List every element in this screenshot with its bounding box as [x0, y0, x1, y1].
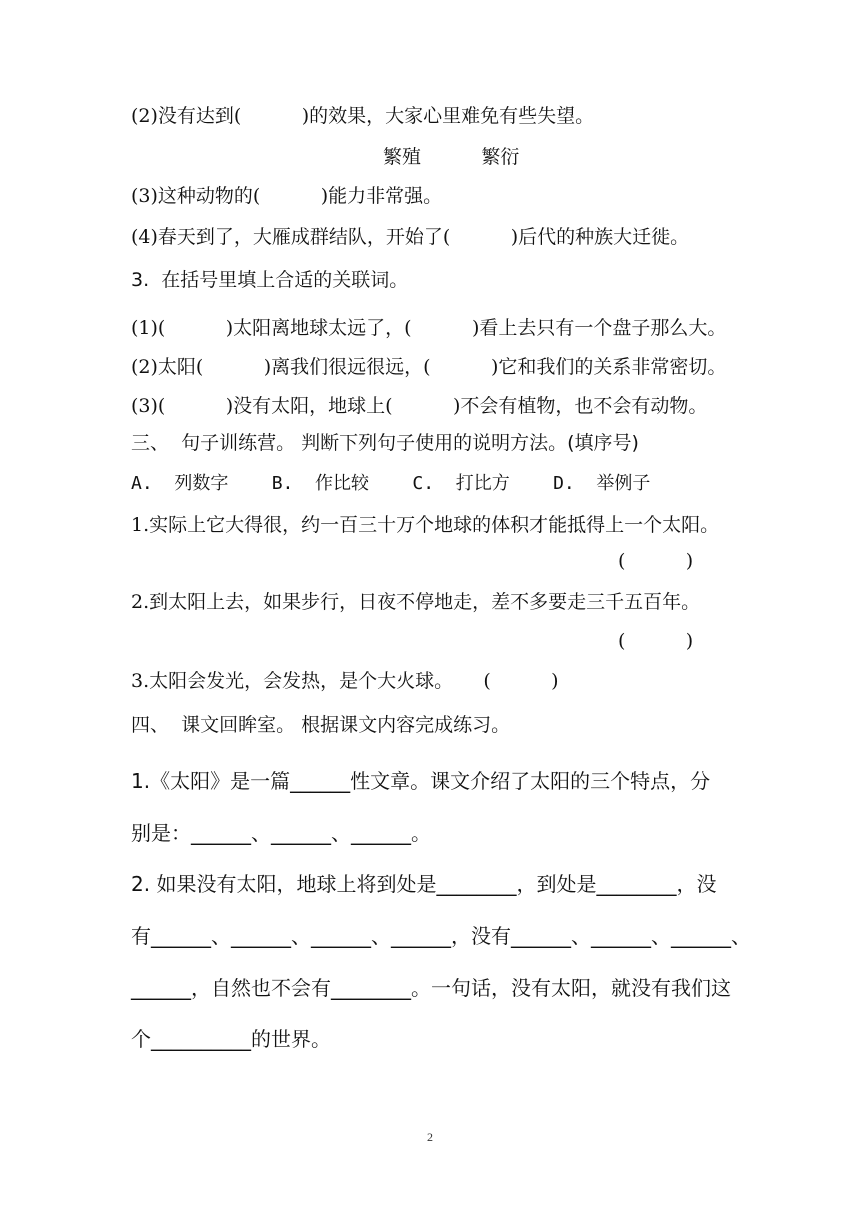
judge-answer-2: ( )	[618, 630, 694, 652]
review-2-line-1: 2. 如果没有太阳，地球上将到处是________，到处是________，没	[131, 872, 717, 896]
judge-sentence-3: 3.太阳会发光，会发热，是个大火球。 ( )	[131, 670, 559, 692]
question-3-heading: 3. 在括号里填上合适的关联词。	[131, 269, 409, 291]
fill-sentence-4: (4)春天到了，大雁成群结队，开始了( )后代的种族大迁徙。	[131, 226, 690, 248]
fill-sentence-2: (2)没有达到( )的效果，大家心里难免有些失望。	[131, 105, 595, 127]
fill-sentence-3: (3)这种动物的( )能力非常强。	[131, 185, 443, 207]
review-2-line-3: ______，自然也不会有________。一句话，没有太阳，就没有我们这	[131, 976, 731, 1000]
page-number: 2	[427, 1130, 433, 1144]
judge-sentence-1: 1.实际上它大得很，约一百三十万个地球的体积才能抵得上一个太阳。	[131, 514, 720, 536]
conjunction-sentence-1: (1)( )太阳离地球太远了，( )看上去只有一个盘子那么大。	[131, 317, 727, 339]
review-2-line-2: 有______、______、______、______，没有______、______、______、	[131, 924, 751, 948]
conjunction-sentence-3: (3)( )没有太阳，地球上( )不会有植物，也不会有动物。	[131, 395, 708, 417]
section-3-heading: 三、 句子训练营。 判断下列句子使用的说明方法。(填序号)	[131, 432, 639, 454]
section-4-heading: 四、 课文回眸室。 根据课文内容完成练习。	[131, 714, 511, 736]
conjunction-sentence-2: (2)太阳( )离我们很远很远，( )它和我们的关系非常密切。	[131, 356, 727, 378]
method-options: A. 列数字 B. 作比较 C. 打比方 D. 举例子	[131, 473, 651, 494]
review-2-line-4: 个__________的世界。	[131, 1027, 331, 1051]
review-1-line-2: 别是：______、______、______。	[131, 821, 431, 845]
word-choices: 繁殖 繁衍	[383, 146, 520, 168]
review-1-line-1: 1.《太阳》是一篇______性文章。课文介绍了太阳的三个特点，分	[131, 769, 711, 793]
judge-sentence-2: 2.到太阳上去，如果步行，日夜不停地走，差不多要走三千五百年。	[131, 591, 701, 613]
judge-answer-1: ( )	[618, 550, 694, 572]
